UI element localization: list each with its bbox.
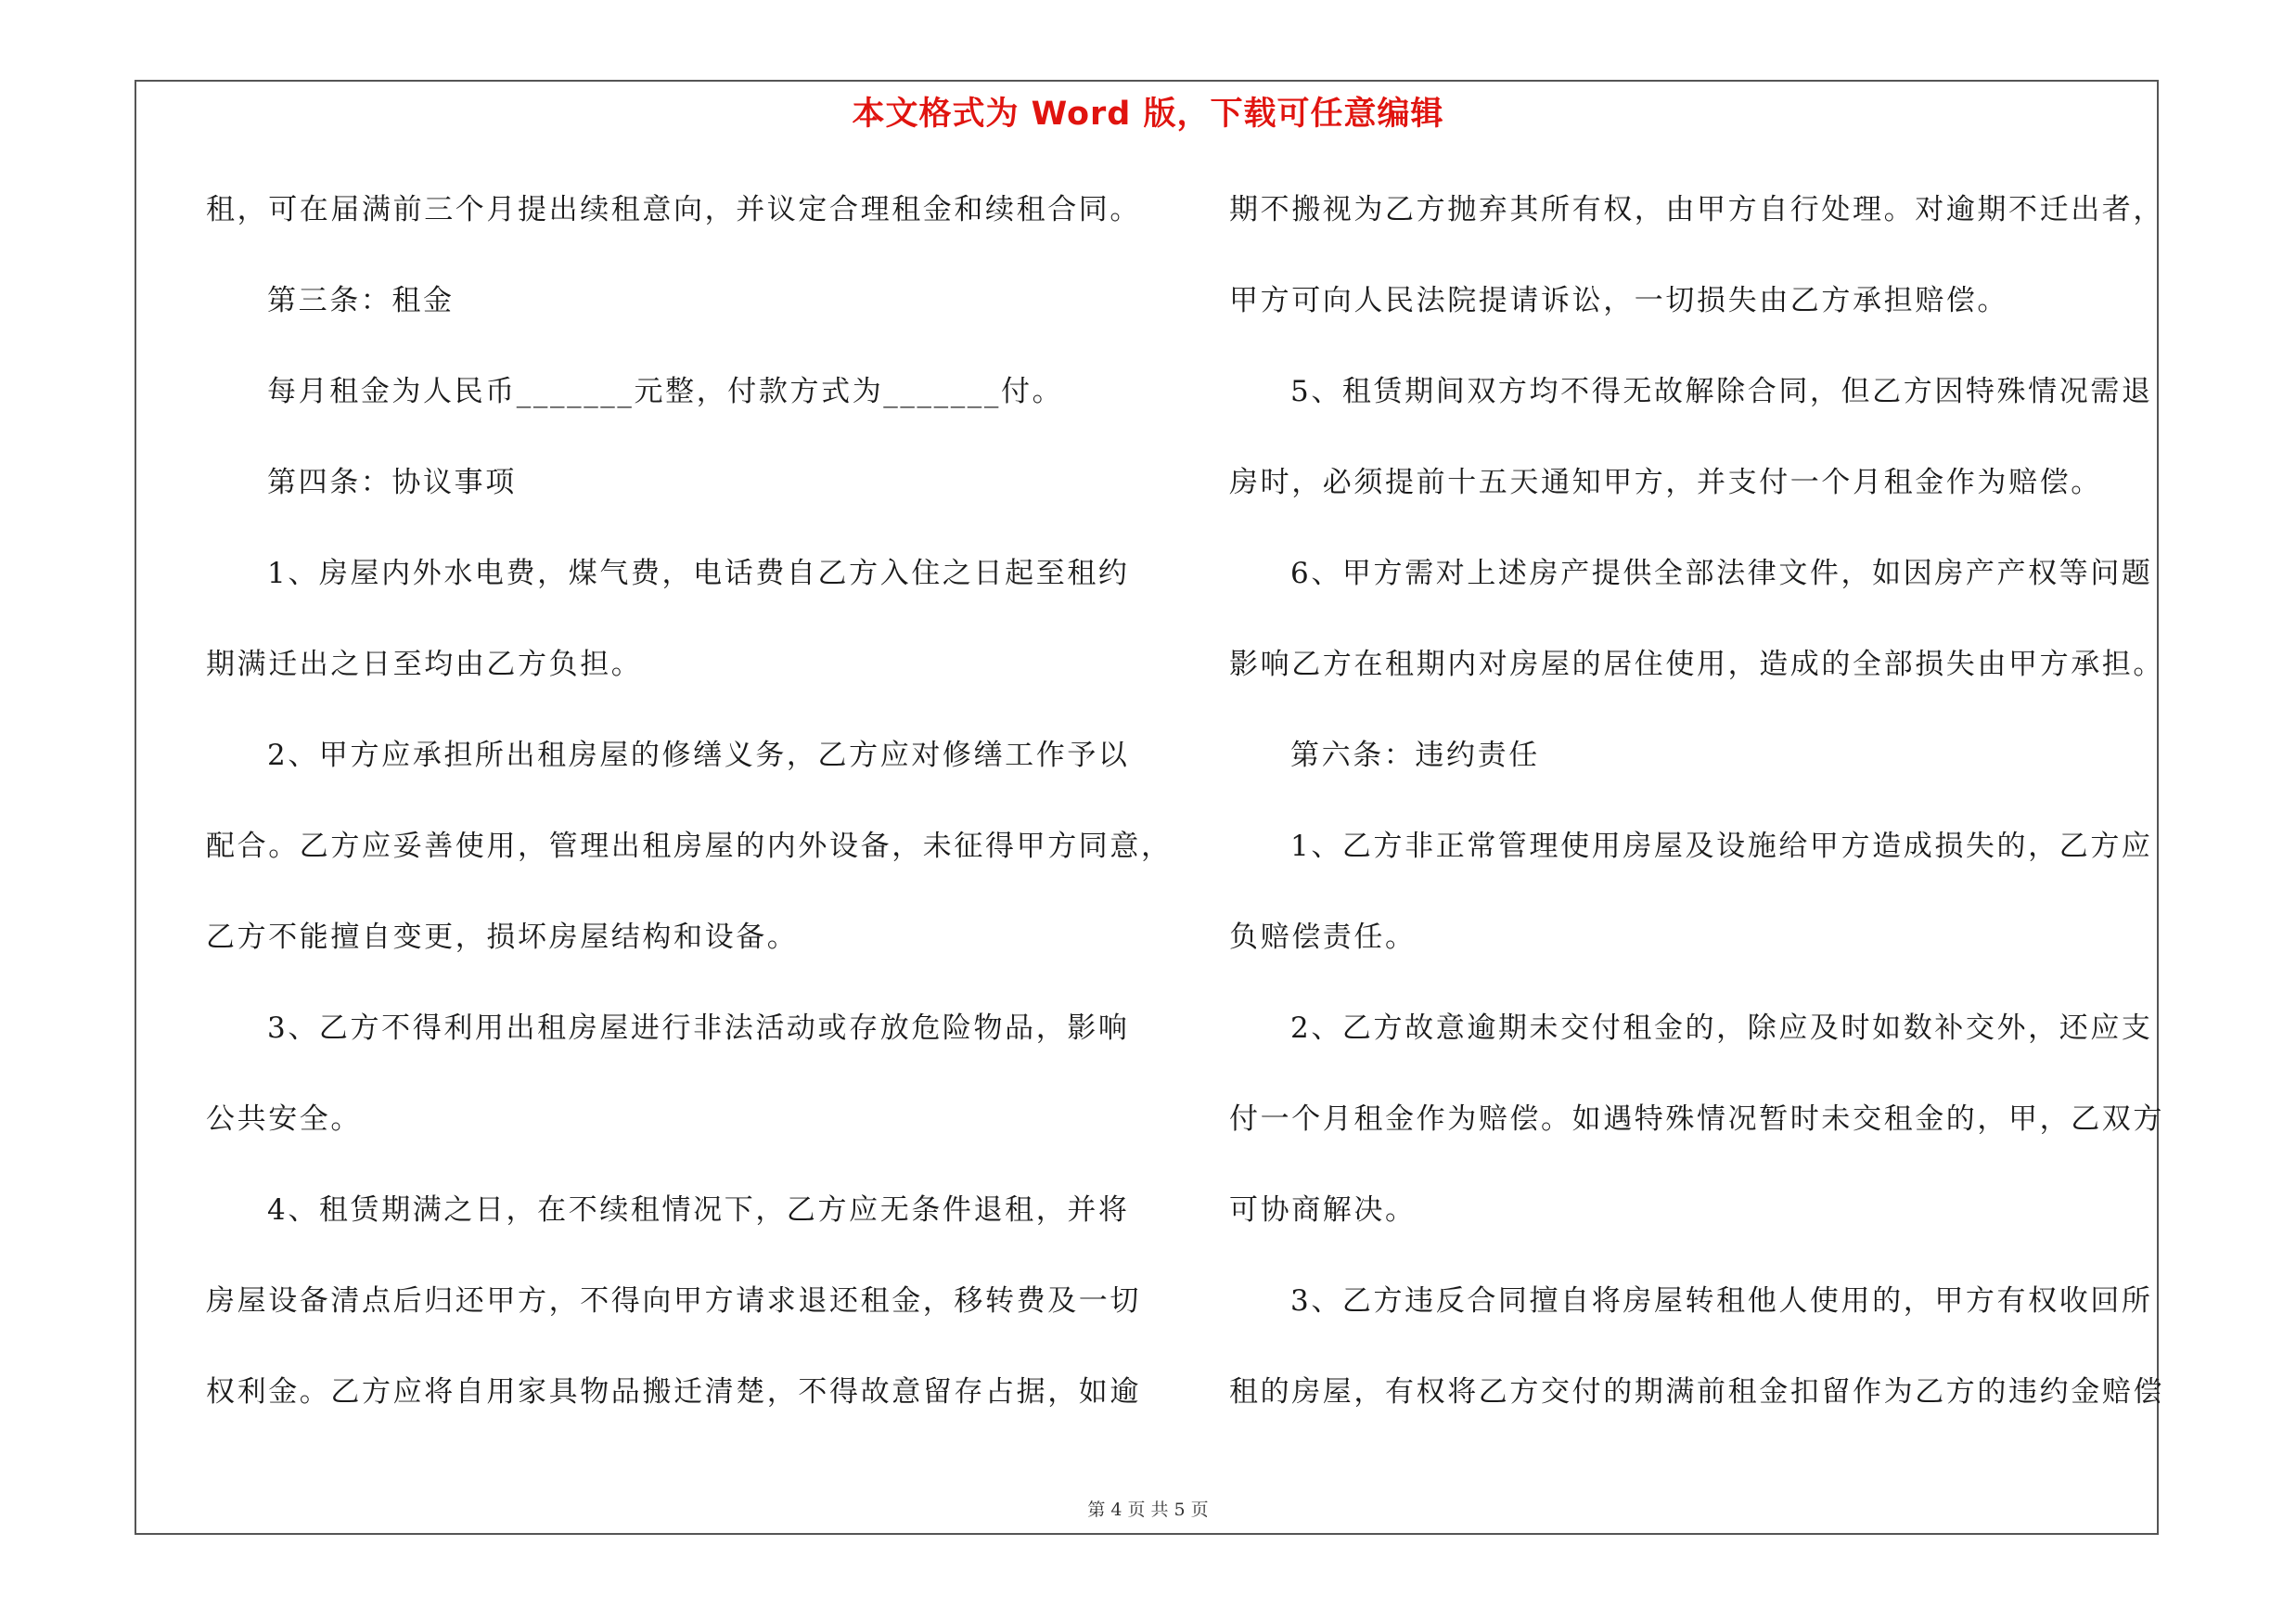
text-line: 2、乙方故意逾期未交付租金的，除应及时如数补交外，还应支 — [1290, 1011, 2153, 1045]
right-column — [1229, 181, 2175, 1454]
left-column — [206, 181, 1173, 1454]
text-line: 房屋设备清点后归还甲方，不得向甲方请求退还租金，移转费及一切 — [206, 1284, 1141, 1318]
text-line: 5、租赁期间双方均不得无故解除合同，但乙方因特殊情况需退 — [1290, 375, 2153, 408]
text-line: 1、房屋内外水电费，煤气费，电话费自乙方入住之日起至租约 — [267, 557, 1130, 590]
text-line: 6、甲方需对上述房产提供全部法律文件，如因房产产权等问题 — [1290, 557, 2153, 590]
text-line: 租，可在届满前三个月提出续租意向，并议定合理租金和续租合同。 — [206, 193, 1141, 226]
text-line: 影响乙方在租期内对房屋的居住使用，造成的全部损失由甲方承担。 — [1229, 648, 2164, 681]
text-line: 2、甲方应承担所出租房屋的修缮义务，乙方应对修缮工作予以 — [267, 739, 1130, 772]
text-line: 权利金。乙方应将自用家具物品搬迁清楚，不得故意留存占据，如逾 — [206, 1375, 1141, 1409]
text-line: 公共安全。 — [206, 1102, 362, 1136]
text-line: 乙方不能擅自变更，损坏房屋结构和设备。 — [206, 921, 799, 954]
text-line: 甲方可向人民法院提请诉讼，一切损失由乙方承担赔偿。 — [1229, 284, 2008, 317]
text-line: 第六条：违约责任 — [1290, 739, 1540, 772]
text-line: 3、乙方违反合同擅自将房屋转租他人使用的，甲方有权收回所 — [1290, 1284, 2153, 1318]
text-line: 每月租金为人民币_______元整，付款方式为_______付。 — [267, 375, 1064, 408]
text-line: 付一个月租金作为赔偿。如遇特殊情况暂时未交租金的，甲，乙双方 — [1229, 1102, 2164, 1136]
text-line: 可协商解决。 — [1229, 1193, 1417, 1227]
text-line: 1、乙方非正常管理使用房屋及设施给甲方造成损失的，乙方应 — [1290, 830, 2153, 863]
format-banner: 本文格式为 Word 版，下载可任意编辑 — [852, 96, 1444, 133]
text-line: 负赔偿责任。 — [1229, 921, 1417, 954]
text-line: 3、乙方不得利用出租房屋进行非法活动或存放危险物品，影响 — [267, 1011, 1130, 1045]
text-line: 配合。乙方应妥善使用，管理出租房屋的内外设备，未征得甲方同意， — [206, 830, 1173, 863]
text-line: 第四条：协议事项 — [267, 466, 517, 499]
text-line: 租的房屋，有权将乙方交付的期满前租金扣留作为乙方的违约金赔偿 — [1229, 1375, 2164, 1409]
page-number-footer: 第 4 页 共 5 页 — [1087, 1500, 1209, 1520]
text-line: 4、租赁期满之日，在不续租情况下，乙方应无条件退租，并将 — [267, 1193, 1130, 1227]
text-line: 房时，必须提前十五天通知甲方，并支付一个月租金作为赔偿。 — [1229, 466, 2102, 499]
text-line: 期不搬视为乙方抛弃其所有权，由甲方自行处理。对逾期不迁出者， — [1229, 193, 2164, 226]
text-line: 期满迁出之日至均由乙方负担。 — [206, 648, 643, 681]
text-line: 第三条：租金 — [267, 284, 455, 317]
